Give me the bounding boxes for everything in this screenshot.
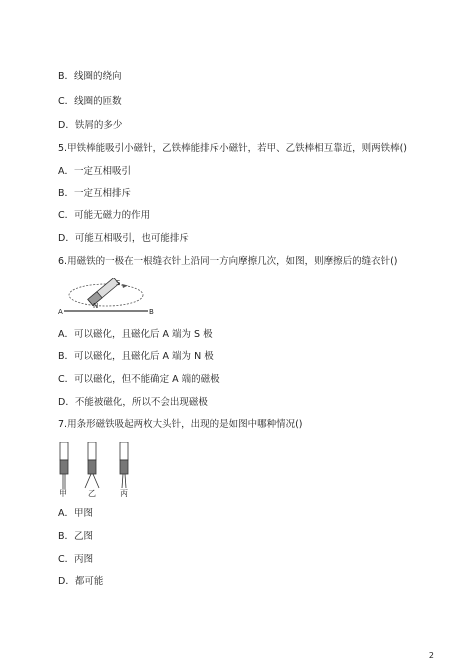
label-yi: 乙 xyxy=(88,489,96,498)
q5-option-a: A．一定互相吸引 xyxy=(58,166,131,177)
page-number: 2 xyxy=(428,651,434,660)
q6-option-d: D．不能被磁化，所以不会出现磁极 xyxy=(58,397,208,408)
q7-figure xyxy=(58,442,148,498)
label-s: S xyxy=(116,279,121,287)
q4-option-c: C．线圈的匝数 xyxy=(58,96,122,107)
label-a: A xyxy=(58,308,63,316)
q7-option-b: B．乙图 xyxy=(58,531,94,542)
motion-arrow-icon xyxy=(122,284,128,288)
q6-figure xyxy=(58,278,158,318)
q4-option-b: B．线圈的绕向 xyxy=(58,71,122,82)
q7-option-a: A．甲图 xyxy=(58,508,93,519)
q5-option-b: B．一定互相排斥 xyxy=(58,188,132,199)
q6-stem: 6.用磁铁的一极在一根缝衣针上沿同一方向摩擦几次，如图，则摩擦后的缝衣针() xyxy=(58,256,398,267)
label-b: B xyxy=(149,308,154,316)
magnet-jia xyxy=(60,442,68,489)
q4-option-d: D．铁屑的多少 xyxy=(58,120,123,131)
q5-stem: 5.甲铁棒能吸引小磁针，乙铁棒能排斥小磁针，若甲、乙铁棒相互靠近，则两铁棒() xyxy=(58,143,407,154)
q5-option-c: C．可能无磁力的作用 xyxy=(58,210,151,221)
q6-option-b: B．可以磁化，且磁化后 A 端为 N 极 xyxy=(58,351,214,362)
q6-option-a: A．可以磁化，且磁化后 A 端为 S 极 xyxy=(58,329,213,340)
q7-stem: 7.用条形磁铁吸起两枚大头针，出现的是如图中哪种情况() xyxy=(58,419,303,430)
q7-option-d: D．都可能 xyxy=(58,576,104,587)
q6-option-c: C．可以磁化，但不能确定 A 端的磁极 xyxy=(58,374,220,385)
magnet-yi xyxy=(85,442,99,488)
magnet-bing xyxy=(120,442,128,488)
q7-option-c: C．丙图 xyxy=(58,554,94,565)
label-bing: 丙 xyxy=(120,489,128,498)
label-n: N xyxy=(93,302,99,310)
label-jia: 甲 xyxy=(59,489,67,498)
q5-option-d: D．可能互相吸引，也可能排斥 xyxy=(58,233,189,244)
